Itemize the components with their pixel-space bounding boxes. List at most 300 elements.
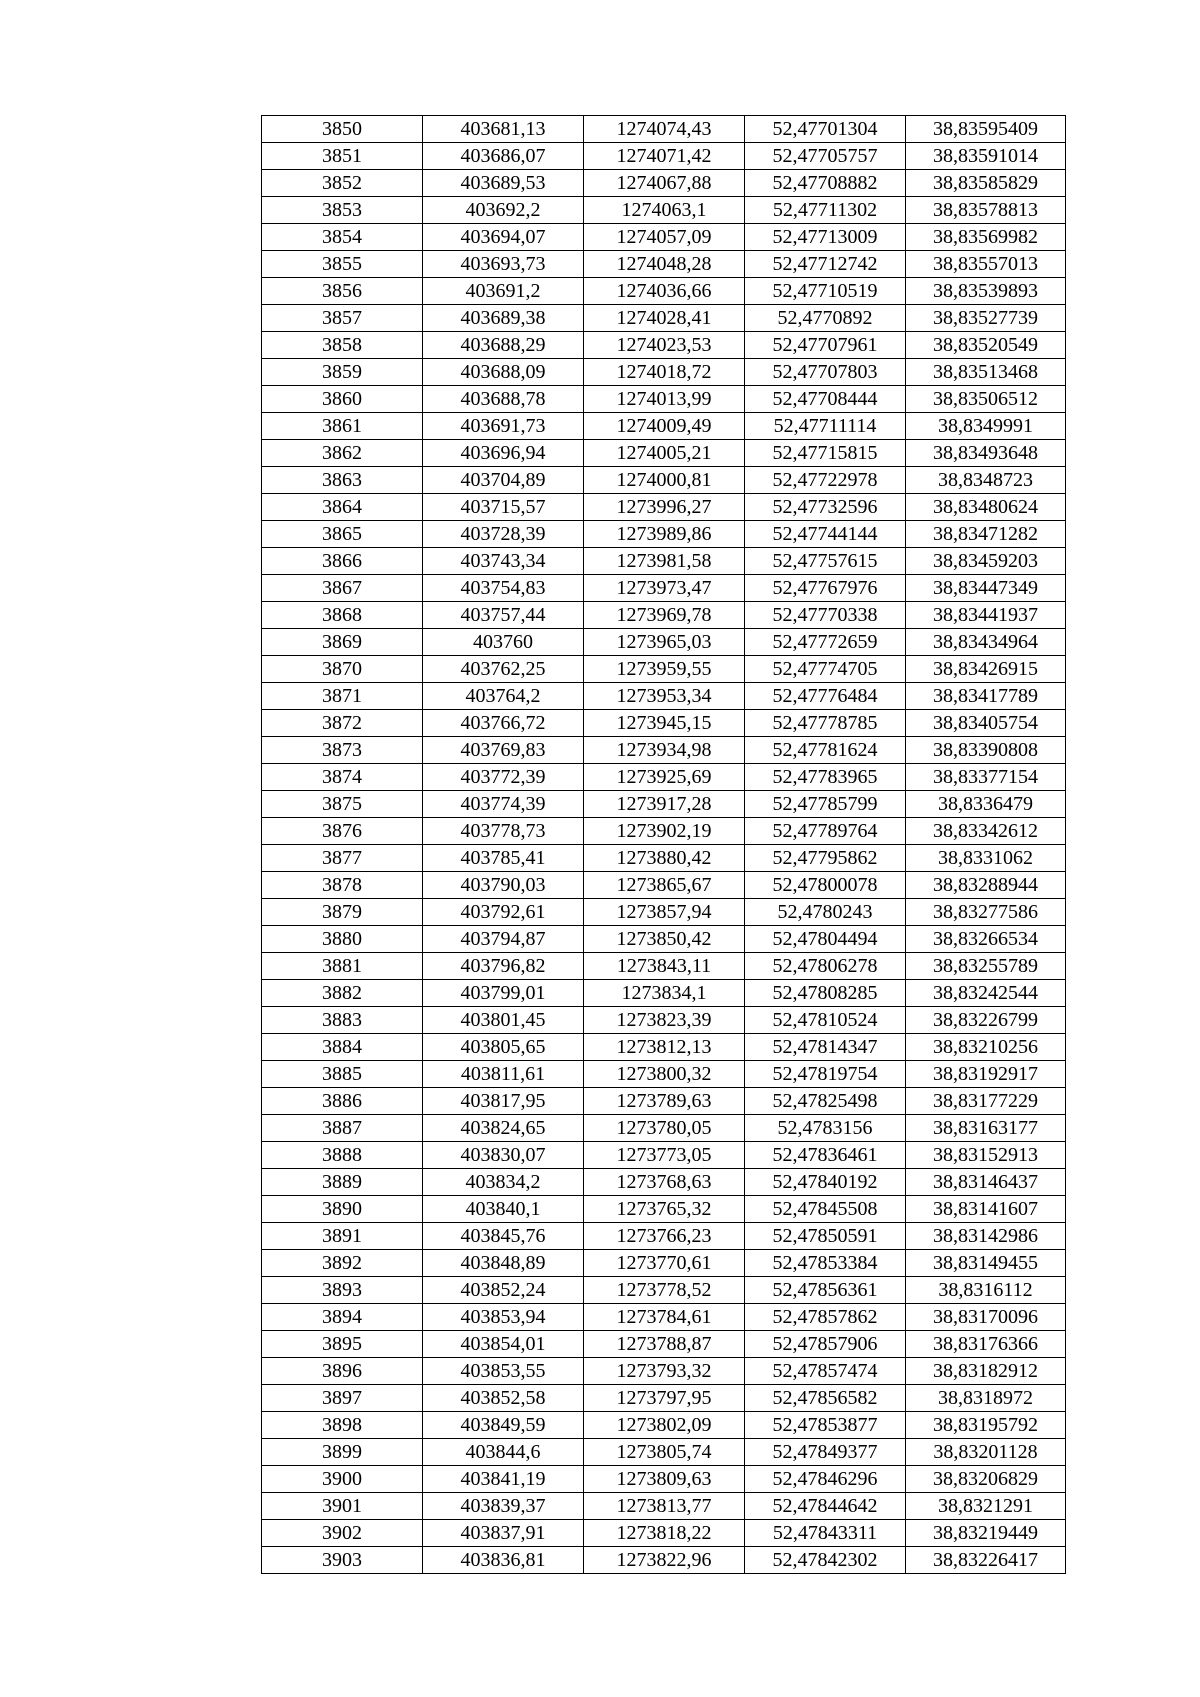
point-number-cell: 3886 (262, 1088, 423, 1115)
y-coordinate-cell: 1273934,98 (584, 737, 745, 764)
table-row (262, 1331, 1066, 1358)
latitude-cell: 52,47732596 (745, 494, 906, 521)
longitude-cell: 38,83219449 (906, 1520, 1066, 1547)
x-coordinate-cell: 403854,01 (423, 1331, 584, 1358)
table-row (262, 872, 1066, 899)
latitude-cell: 52,47711302 (745, 197, 906, 224)
table-row (262, 1223, 1066, 1250)
y-coordinate-cell: 1273989,86 (584, 521, 745, 548)
table-row (262, 1088, 1066, 1115)
table-row (262, 170, 1066, 197)
table-row (262, 1115, 1066, 1142)
y-coordinate-cell: 1273818,22 (584, 1520, 745, 1547)
longitude-cell: 38,83578813 (906, 197, 1066, 224)
table-row (262, 1169, 1066, 1196)
point-number-cell: 3879 (262, 899, 423, 926)
longitude-cell: 38,83447349 (906, 575, 1066, 602)
latitude-cell: 52,47857862 (745, 1304, 906, 1331)
longitude-cell: 38,83480624 (906, 494, 1066, 521)
latitude-cell: 52,47840192 (745, 1169, 906, 1196)
longitude-cell: 38,83288944 (906, 872, 1066, 899)
table-row (262, 1547, 1066, 1574)
x-coordinate-cell: 403715,57 (423, 494, 584, 521)
point-number-cell: 3872 (262, 710, 423, 737)
latitude-cell: 52,47849377 (745, 1439, 906, 1466)
longitude-cell: 38,83585829 (906, 170, 1066, 197)
latitude-cell: 52,47789764 (745, 818, 906, 845)
x-coordinate-cell: 403704,89 (423, 467, 584, 494)
x-coordinate-cell: 403853,94 (423, 1304, 584, 1331)
point-number-cell: 3889 (262, 1169, 423, 1196)
longitude-cell: 38,83557013 (906, 251, 1066, 278)
table-row (262, 467, 1066, 494)
x-coordinate-cell: 403762,25 (423, 656, 584, 683)
x-coordinate-cell: 403790,03 (423, 872, 584, 899)
point-number-cell: 3874 (262, 764, 423, 791)
point-number-cell: 3870 (262, 656, 423, 683)
longitude-cell: 38,83210256 (906, 1034, 1066, 1061)
point-number-cell: 3855 (262, 251, 423, 278)
latitude-cell: 52,47712742 (745, 251, 906, 278)
x-coordinate-cell: 403801,45 (423, 1007, 584, 1034)
y-coordinate-cell: 1273969,78 (584, 602, 745, 629)
y-coordinate-cell: 1273773,05 (584, 1142, 745, 1169)
latitude-cell: 52,47705757 (745, 143, 906, 170)
longitude-cell: 38,83226799 (906, 1007, 1066, 1034)
x-coordinate-cell: 403848,89 (423, 1250, 584, 1277)
table-row (262, 1061, 1066, 1088)
table-row (262, 440, 1066, 467)
longitude-cell: 38,8321291 (906, 1493, 1066, 1520)
point-number-cell: 3869 (262, 629, 423, 656)
x-coordinate-cell: 403834,2 (423, 1169, 584, 1196)
longitude-cell: 38,83426915 (906, 656, 1066, 683)
table-row (262, 521, 1066, 548)
y-coordinate-cell: 1274036,66 (584, 278, 745, 305)
x-coordinate-cell: 403849,59 (423, 1412, 584, 1439)
y-coordinate-cell: 1273953,34 (584, 683, 745, 710)
longitude-cell: 38,83520549 (906, 332, 1066, 359)
point-number-cell: 3898 (262, 1412, 423, 1439)
y-coordinate-cell: 1273812,13 (584, 1034, 745, 1061)
point-number-cell: 3860 (262, 386, 423, 413)
y-coordinate-cell: 1273765,32 (584, 1196, 745, 1223)
latitude-cell: 52,47825498 (745, 1088, 906, 1115)
latitude-cell: 52,47806278 (745, 953, 906, 980)
longitude-cell: 38,8349991 (906, 413, 1066, 440)
point-number-cell: 3863 (262, 467, 423, 494)
latitude-cell: 52,47814347 (745, 1034, 906, 1061)
y-coordinate-cell: 1273834,1 (584, 980, 745, 1007)
table-row (262, 1007, 1066, 1034)
longitude-cell: 38,83141607 (906, 1196, 1066, 1223)
x-coordinate-cell: 403694,07 (423, 224, 584, 251)
longitude-cell: 38,83506512 (906, 386, 1066, 413)
y-coordinate-cell: 1273902,19 (584, 818, 745, 845)
latitude-cell: 52,47744144 (745, 521, 906, 548)
x-coordinate-cell: 403691,73 (423, 413, 584, 440)
y-coordinate-cell: 1274057,09 (584, 224, 745, 251)
table-row (262, 116, 1066, 143)
y-coordinate-cell: 1273973,47 (584, 575, 745, 602)
y-coordinate-cell: 1273981,58 (584, 548, 745, 575)
latitude-cell: 52,47795862 (745, 845, 906, 872)
x-coordinate-cell: 403837,91 (423, 1520, 584, 1547)
x-coordinate-cell: 403693,73 (423, 251, 584, 278)
y-coordinate-cell: 1273850,42 (584, 926, 745, 953)
table-row (262, 1493, 1066, 1520)
latitude-cell: 52,47767976 (745, 575, 906, 602)
x-coordinate-cell: 403794,87 (423, 926, 584, 953)
y-coordinate-cell: 1274000,81 (584, 467, 745, 494)
y-coordinate-cell: 1273805,74 (584, 1439, 745, 1466)
point-number-cell: 3856 (262, 278, 423, 305)
latitude-cell: 52,47711114 (745, 413, 906, 440)
y-coordinate-cell: 1274028,41 (584, 305, 745, 332)
longitude-cell: 38,83390808 (906, 737, 1066, 764)
longitude-cell: 38,83266534 (906, 926, 1066, 953)
coordinates-table (261, 115, 1066, 1574)
point-number-cell: 3865 (262, 521, 423, 548)
x-coordinate-cell: 403681,13 (423, 116, 584, 143)
latitude-cell: 52,47710519 (745, 278, 906, 305)
table-row (262, 710, 1066, 737)
latitude-cell: 52,47804494 (745, 926, 906, 953)
y-coordinate-cell: 1273793,32 (584, 1358, 745, 1385)
table-row (262, 197, 1066, 224)
longitude-cell: 38,83595409 (906, 116, 1066, 143)
table-row (262, 332, 1066, 359)
y-coordinate-cell: 1273766,23 (584, 1223, 745, 1250)
x-coordinate-cell: 403772,39 (423, 764, 584, 791)
y-coordinate-cell: 1273843,11 (584, 953, 745, 980)
latitude-cell: 52,47800078 (745, 872, 906, 899)
latitude-cell: 52,47846296 (745, 1466, 906, 1493)
table-row (262, 764, 1066, 791)
latitude-cell: 52,47778785 (745, 710, 906, 737)
y-coordinate-cell: 1274071,42 (584, 143, 745, 170)
y-coordinate-cell: 1274009,49 (584, 413, 745, 440)
table-row (262, 656, 1066, 683)
point-number-cell: 3850 (262, 116, 423, 143)
y-coordinate-cell: 1273780,05 (584, 1115, 745, 1142)
longitude-cell: 38,83255789 (906, 953, 1066, 980)
point-number-cell: 3864 (262, 494, 423, 521)
x-coordinate-cell: 403696,94 (423, 440, 584, 467)
x-coordinate-cell: 403845,76 (423, 1223, 584, 1250)
x-coordinate-cell: 403836,81 (423, 1547, 584, 1574)
table-row (262, 575, 1066, 602)
y-coordinate-cell: 1274067,88 (584, 170, 745, 197)
table-row (262, 1196, 1066, 1223)
longitude-cell: 38,83417789 (906, 683, 1066, 710)
y-coordinate-cell: 1274018,72 (584, 359, 745, 386)
x-coordinate-cell: 403805,65 (423, 1034, 584, 1061)
y-coordinate-cell: 1273784,61 (584, 1304, 745, 1331)
x-coordinate-cell: 403760 (423, 629, 584, 656)
y-coordinate-cell: 1273822,96 (584, 1547, 745, 1574)
x-coordinate-cell: 403778,73 (423, 818, 584, 845)
latitude-cell: 52,47701304 (745, 116, 906, 143)
x-coordinate-cell: 403689,53 (423, 170, 584, 197)
point-number-cell: 3895 (262, 1331, 423, 1358)
table-row (262, 1412, 1066, 1439)
longitude-cell: 38,83146437 (906, 1169, 1066, 1196)
table-row (262, 1277, 1066, 1304)
y-coordinate-cell: 1273996,27 (584, 494, 745, 521)
y-coordinate-cell: 1274023,53 (584, 332, 745, 359)
x-coordinate-cell: 403728,39 (423, 521, 584, 548)
table-row (262, 251, 1066, 278)
point-number-cell: 3878 (262, 872, 423, 899)
longitude-cell: 38,83177229 (906, 1088, 1066, 1115)
longitude-cell: 38,83182912 (906, 1358, 1066, 1385)
longitude-cell: 38,83226417 (906, 1547, 1066, 1574)
y-coordinate-cell: 1273789,63 (584, 1088, 745, 1115)
latitude-cell: 52,47722978 (745, 467, 906, 494)
latitude-cell: 52,47857474 (745, 1358, 906, 1385)
y-coordinate-cell: 1273770,61 (584, 1250, 745, 1277)
point-number-cell: 3854 (262, 224, 423, 251)
longitude-cell: 38,83569982 (906, 224, 1066, 251)
table-row (262, 386, 1066, 413)
x-coordinate-cell: 403830,07 (423, 1142, 584, 1169)
table-row (262, 791, 1066, 818)
y-coordinate-cell: 1273788,87 (584, 1331, 745, 1358)
point-number-cell: 3899 (262, 1439, 423, 1466)
longitude-cell: 38,83201128 (906, 1439, 1066, 1466)
point-number-cell: 3890 (262, 1196, 423, 1223)
y-coordinate-cell: 1273857,94 (584, 899, 745, 926)
longitude-cell: 38,83342612 (906, 818, 1066, 845)
table-row (262, 926, 1066, 953)
latitude-cell: 52,47842302 (745, 1547, 906, 1574)
longitude-cell: 38,83471282 (906, 521, 1066, 548)
y-coordinate-cell: 1273768,63 (584, 1169, 745, 1196)
point-number-cell: 3877 (262, 845, 423, 872)
longitude-cell: 38,83149455 (906, 1250, 1066, 1277)
point-number-cell: 3858 (262, 332, 423, 359)
table-row (262, 980, 1066, 1007)
latitude-cell: 52,47853877 (745, 1412, 906, 1439)
table-row (262, 1520, 1066, 1547)
point-number-cell: 3893 (262, 1277, 423, 1304)
x-coordinate-cell: 403764,2 (423, 683, 584, 710)
point-number-cell: 3867 (262, 575, 423, 602)
longitude-cell: 38,83591014 (906, 143, 1066, 170)
longitude-cell: 38,83170096 (906, 1304, 1066, 1331)
y-coordinate-cell: 1273865,67 (584, 872, 745, 899)
longitude-cell: 38,8316112 (906, 1277, 1066, 1304)
table-row (262, 1034, 1066, 1061)
table-row (262, 143, 1066, 170)
latitude-cell: 52,47843311 (745, 1520, 906, 1547)
y-coordinate-cell: 1273800,32 (584, 1061, 745, 1088)
y-coordinate-cell: 1273809,63 (584, 1466, 745, 1493)
x-coordinate-cell: 403688,09 (423, 359, 584, 386)
longitude-cell: 38,83242544 (906, 980, 1066, 1007)
point-number-cell: 3884 (262, 1034, 423, 1061)
y-coordinate-cell: 1273823,39 (584, 1007, 745, 1034)
y-coordinate-cell: 1273813,77 (584, 1493, 745, 1520)
y-coordinate-cell: 1273880,42 (584, 845, 745, 872)
point-number-cell: 3897 (262, 1385, 423, 1412)
y-coordinate-cell: 1273925,69 (584, 764, 745, 791)
longitude-cell: 38,8336479 (906, 791, 1066, 818)
y-coordinate-cell: 1273959,55 (584, 656, 745, 683)
x-coordinate-cell: 403844,6 (423, 1439, 584, 1466)
x-coordinate-cell: 403840,1 (423, 1196, 584, 1223)
table-row (262, 1142, 1066, 1169)
latitude-cell: 52,47772659 (745, 629, 906, 656)
latitude-cell: 52,47776484 (745, 683, 906, 710)
latitude-cell: 52,47845508 (745, 1196, 906, 1223)
point-number-cell: 3861 (262, 413, 423, 440)
point-number-cell: 3862 (262, 440, 423, 467)
point-number-cell: 3859 (262, 359, 423, 386)
latitude-cell: 52,47856361 (745, 1277, 906, 1304)
y-coordinate-cell: 1274005,21 (584, 440, 745, 467)
longitude-cell: 38,83176366 (906, 1331, 1066, 1358)
x-coordinate-cell: 403754,83 (423, 575, 584, 602)
latitude-cell: 52,47708882 (745, 170, 906, 197)
table-row (262, 629, 1066, 656)
longitude-cell: 38,83152913 (906, 1142, 1066, 1169)
longitude-cell: 38,83206829 (906, 1466, 1066, 1493)
latitude-cell: 52,47836461 (745, 1142, 906, 1169)
latitude-cell: 52,47707803 (745, 359, 906, 386)
longitude-cell: 38,83405754 (906, 710, 1066, 737)
latitude-cell: 52,47707961 (745, 332, 906, 359)
latitude-cell: 52,47844642 (745, 1493, 906, 1520)
point-number-cell: 3851 (262, 143, 423, 170)
latitude-cell: 52,47853384 (745, 1250, 906, 1277)
x-coordinate-cell: 403839,37 (423, 1493, 584, 1520)
x-coordinate-cell: 403817,95 (423, 1088, 584, 1115)
point-number-cell: 3852 (262, 170, 423, 197)
point-number-cell: 3866 (262, 548, 423, 575)
table-row (262, 1466, 1066, 1493)
y-coordinate-cell: 1274048,28 (584, 251, 745, 278)
point-number-cell: 3880 (262, 926, 423, 953)
longitude-cell: 38,83539893 (906, 278, 1066, 305)
longitude-cell: 38,83277586 (906, 899, 1066, 926)
latitude-cell: 52,47770338 (745, 602, 906, 629)
x-coordinate-cell: 403852,58 (423, 1385, 584, 1412)
x-coordinate-cell: 403757,44 (423, 602, 584, 629)
x-coordinate-cell: 403811,61 (423, 1061, 584, 1088)
point-number-cell: 3873 (262, 737, 423, 764)
latitude-cell: 52,47808285 (745, 980, 906, 1007)
point-number-cell: 3887 (262, 1115, 423, 1142)
point-number-cell: 3896 (262, 1358, 423, 1385)
x-coordinate-cell: 403692,2 (423, 197, 584, 224)
table-row (262, 305, 1066, 332)
point-number-cell: 3901 (262, 1493, 423, 1520)
table-row (262, 1385, 1066, 1412)
longitude-cell: 38,8331062 (906, 845, 1066, 872)
latitude-cell: 52,47715815 (745, 440, 906, 467)
point-number-cell: 3875 (262, 791, 423, 818)
table-row (262, 1304, 1066, 1331)
latitude-cell: 52,47785799 (745, 791, 906, 818)
table-row (262, 1250, 1066, 1277)
table-row (262, 1439, 1066, 1466)
x-coordinate-cell: 403688,29 (423, 332, 584, 359)
x-coordinate-cell: 403841,19 (423, 1466, 584, 1493)
longitude-cell: 38,83142986 (906, 1223, 1066, 1250)
table-row (262, 1358, 1066, 1385)
y-coordinate-cell: 1273917,28 (584, 791, 745, 818)
x-coordinate-cell: 403691,2 (423, 278, 584, 305)
point-number-cell: 3871 (262, 683, 423, 710)
table-row (262, 278, 1066, 305)
point-number-cell: 3903 (262, 1547, 423, 1574)
longitude-cell: 38,83377154 (906, 764, 1066, 791)
latitude-cell: 52,47850591 (745, 1223, 906, 1250)
y-coordinate-cell: 1273965,03 (584, 629, 745, 656)
longitude-cell: 38,83459203 (906, 548, 1066, 575)
point-number-cell: 3883 (262, 1007, 423, 1034)
latitude-cell: 52,47783965 (745, 764, 906, 791)
y-coordinate-cell: 1274013,99 (584, 386, 745, 413)
y-coordinate-cell: 1273778,52 (584, 1277, 745, 1304)
x-coordinate-cell: 403769,83 (423, 737, 584, 764)
latitude-cell: 52,4770892 (745, 305, 906, 332)
point-number-cell: 3891 (262, 1223, 423, 1250)
y-coordinate-cell: 1274063,1 (584, 197, 745, 224)
latitude-cell: 52,47857906 (745, 1331, 906, 1358)
table-row (262, 359, 1066, 386)
point-number-cell: 3888 (262, 1142, 423, 1169)
table-row (262, 413, 1066, 440)
x-coordinate-cell: 403686,07 (423, 143, 584, 170)
table-row (262, 548, 1066, 575)
x-coordinate-cell: 403824,65 (423, 1115, 584, 1142)
latitude-cell: 52,47713009 (745, 224, 906, 251)
point-number-cell: 3881 (262, 953, 423, 980)
point-number-cell: 3853 (262, 197, 423, 224)
point-number-cell: 3868 (262, 602, 423, 629)
y-coordinate-cell: 1274074,43 (584, 116, 745, 143)
longitude-cell: 38,83441937 (906, 602, 1066, 629)
table-row (262, 818, 1066, 845)
point-number-cell: 3892 (262, 1250, 423, 1277)
latitude-cell: 52,47774705 (745, 656, 906, 683)
x-coordinate-cell: 403766,72 (423, 710, 584, 737)
longitude-cell: 38,83527739 (906, 305, 1066, 332)
y-coordinate-cell: 1273802,09 (584, 1412, 745, 1439)
longitude-cell: 38,8348723 (906, 467, 1066, 494)
table-row (262, 737, 1066, 764)
table-row (262, 953, 1066, 980)
latitude-cell: 52,47757615 (745, 548, 906, 575)
x-coordinate-cell: 403743,34 (423, 548, 584, 575)
table-row (262, 602, 1066, 629)
x-coordinate-cell: 403799,01 (423, 980, 584, 1007)
longitude-cell: 38,83192917 (906, 1061, 1066, 1088)
table-row (262, 845, 1066, 872)
latitude-cell: 52,47856582 (745, 1385, 906, 1412)
latitude-cell: 52,47810524 (745, 1007, 906, 1034)
x-coordinate-cell: 403689,38 (423, 305, 584, 332)
y-coordinate-cell: 1273945,15 (584, 710, 745, 737)
latitude-cell: 52,4783156 (745, 1115, 906, 1142)
latitude-cell: 52,4780243 (745, 899, 906, 926)
latitude-cell: 52,47708444 (745, 386, 906, 413)
point-number-cell: 3894 (262, 1304, 423, 1331)
x-coordinate-cell: 403688,78 (423, 386, 584, 413)
